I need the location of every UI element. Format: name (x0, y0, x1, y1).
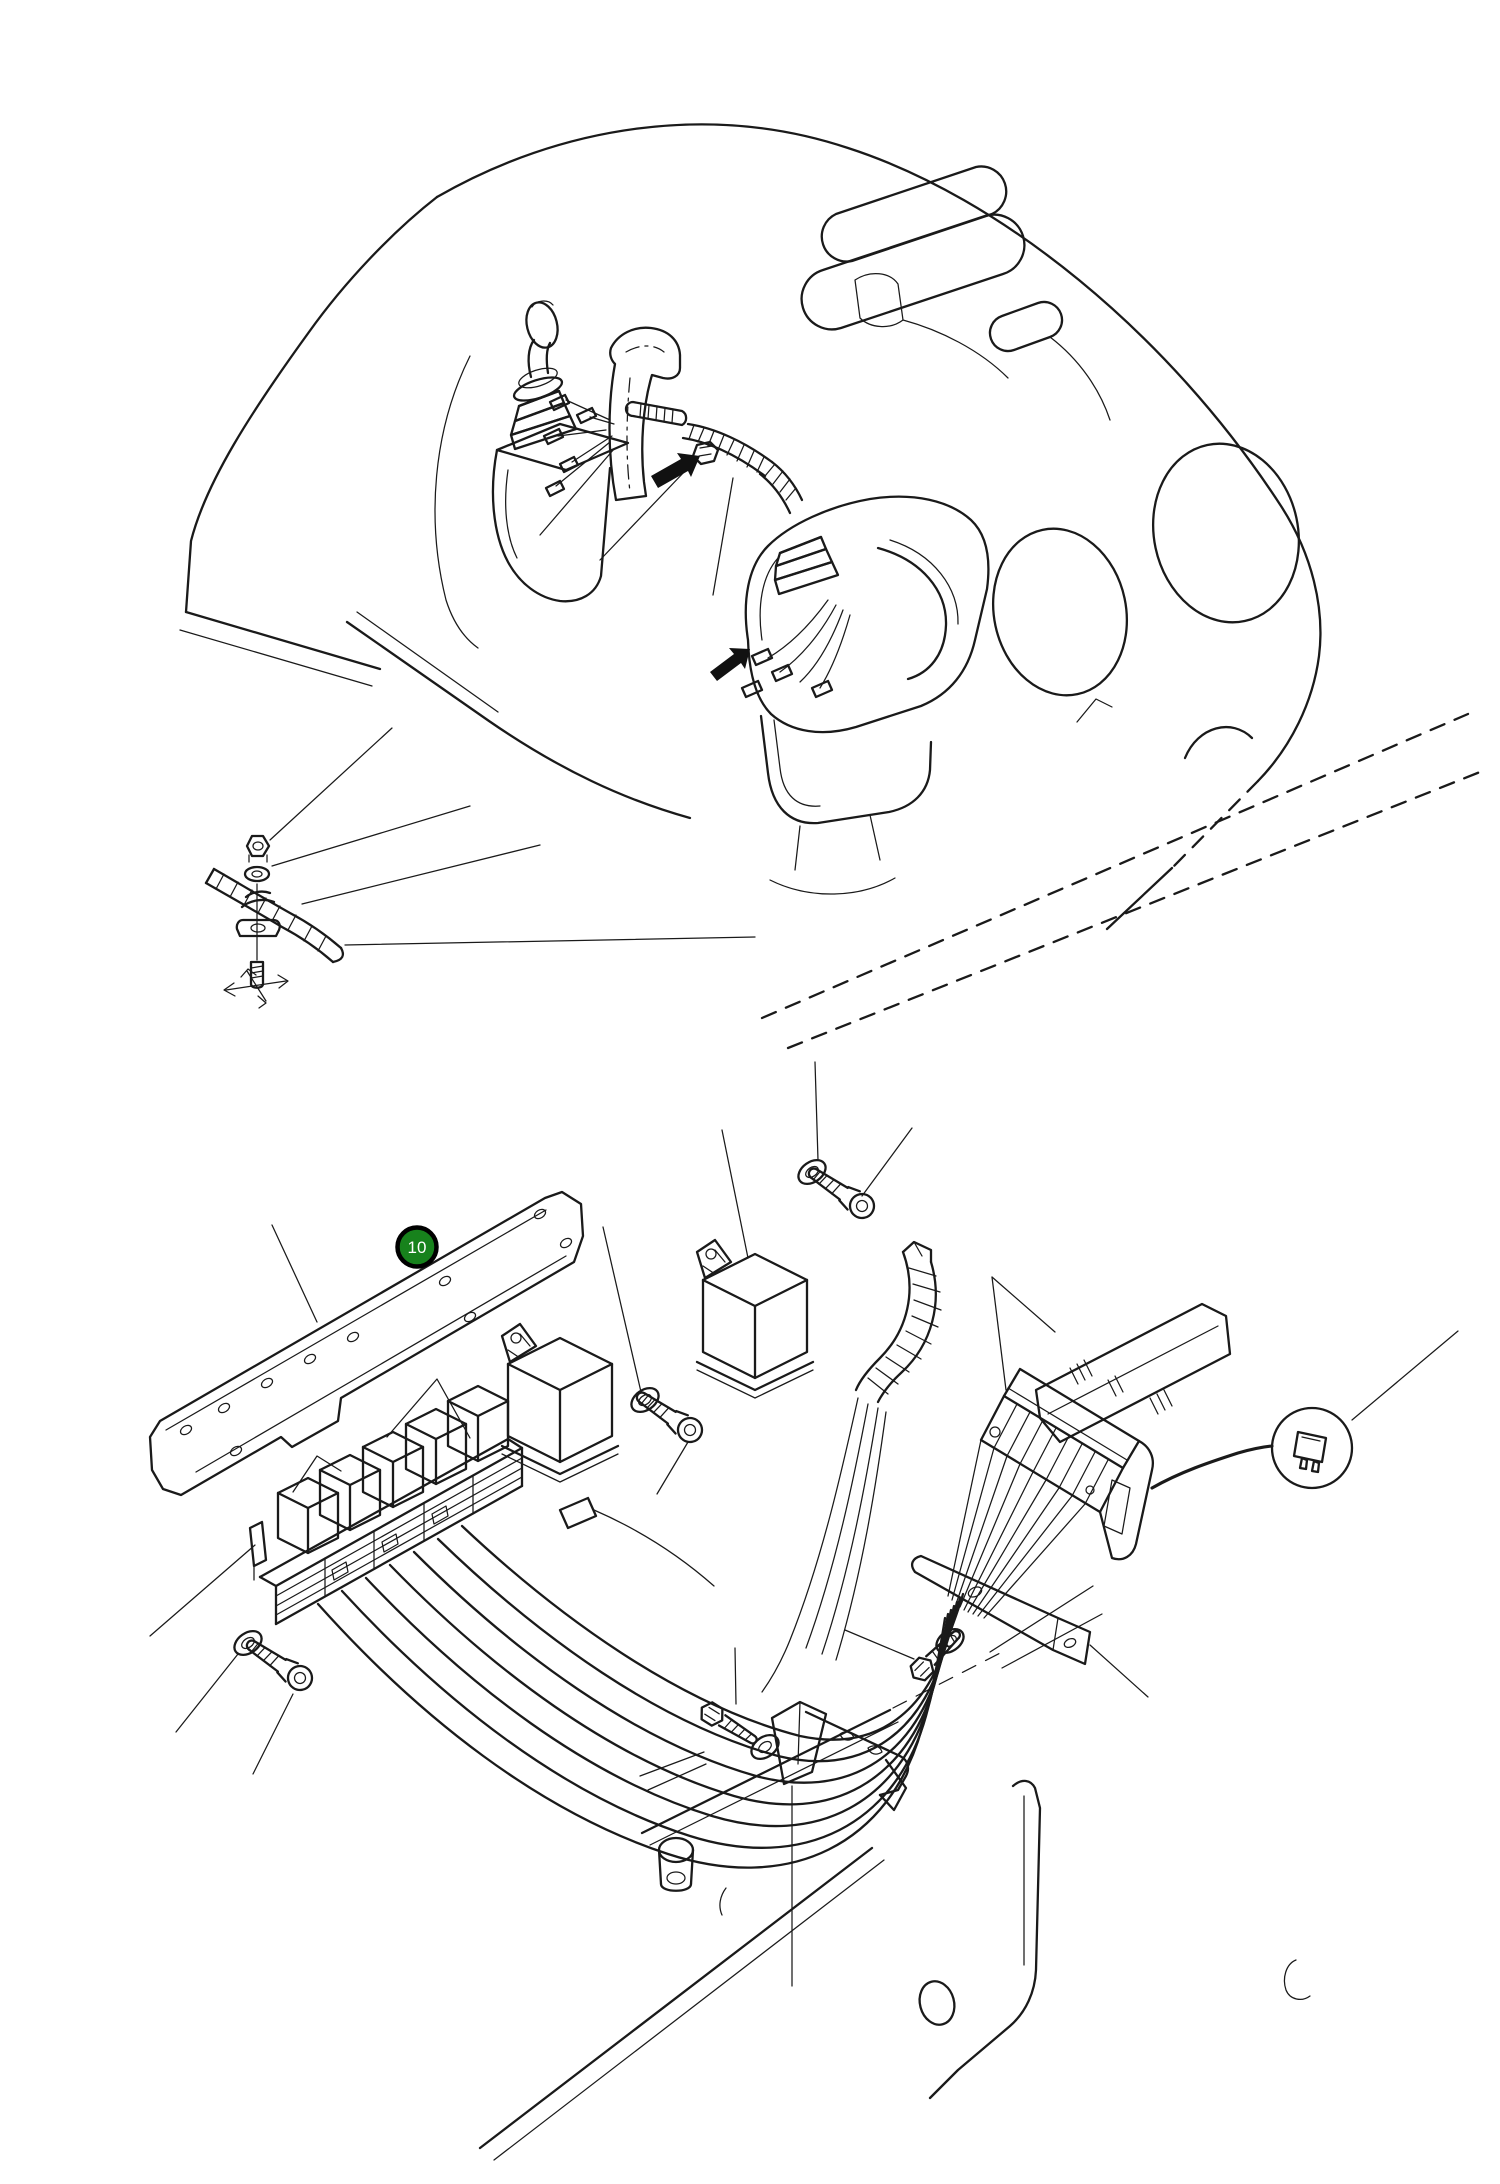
leader-line (270, 728, 392, 840)
platform-edge-dashed (788, 772, 1480, 1048)
leader-line (1002, 1614, 1102, 1668)
relay-panel-figure (150, 1062, 1458, 2160)
harness-location-arrow-icon (651, 453, 700, 488)
leader-line (1090, 1645, 1148, 1697)
wire-plug (560, 1498, 596, 1528)
leader-line (176, 1654, 238, 1732)
left-joystick-console (493, 299, 628, 601)
joystick-collar (511, 373, 564, 406)
socket-bolt (803, 1161, 879, 1223)
leader-line (648, 1764, 706, 1790)
detail-circle-marker-icon (1272, 1408, 1352, 1488)
seat-assembly (802, 166, 1316, 758)
joystick-knob (522, 299, 562, 351)
leader-line (253, 1694, 293, 1774)
plate-hole (438, 1274, 452, 1287)
box-hole (915, 1977, 959, 2028)
wiring-harness-bundle (318, 1398, 963, 1868)
leader-line (992, 1277, 1055, 1332)
console-box (480, 1650, 1310, 2160)
leader-line (657, 1442, 688, 1494)
suspension-cylinder (978, 516, 1142, 708)
box-stud (659, 1838, 693, 1862)
fuse-detail-circle (1152, 1331, 1458, 1488)
leader-line (1352, 1331, 1458, 1420)
leader-line (302, 845, 540, 904)
seat-handle (1185, 727, 1252, 758)
small-relay (278, 1478, 338, 1553)
leader-line (272, 1225, 317, 1322)
leader-line (992, 1277, 1006, 1390)
callout-label: 10 (407, 1238, 427, 1257)
plate-hole (463, 1310, 477, 1323)
wire-plug (772, 665, 792, 681)
plate-hole (303, 1352, 317, 1365)
corrugated-harness-tube (856, 1242, 941, 1402)
small-relay (448, 1386, 508, 1461)
leader-line (862, 1128, 912, 1196)
leader-line (845, 1630, 914, 1659)
relay-mounting-plate (150, 1192, 583, 1636)
right-joystick-console (742, 497, 988, 894)
cab-outline-left-edge (186, 197, 437, 612)
harness-clamp-detail (206, 728, 755, 1008)
plate-hole (179, 1423, 193, 1436)
box-hole (1284, 1960, 1310, 1999)
rail-bracket (250, 1522, 266, 1566)
plate-hole (559, 1236, 573, 1249)
leader-line (815, 1062, 818, 1160)
leader-line (150, 1545, 255, 1636)
harness-location-arrow-icon (710, 648, 750, 681)
relay-socket-rail (250, 1439, 522, 1624)
hex-bolt (697, 1699, 762, 1750)
cab-interior-figure (180, 124, 1480, 1048)
cab-outline-dashed-edge (1172, 781, 1258, 868)
callout-badge-10[interactable] (398, 1228, 437, 1267)
large-relay (502, 1324, 618, 1482)
leader-line (603, 1227, 641, 1392)
small-relay (320, 1455, 380, 1530)
plate-hole (346, 1330, 360, 1343)
fuse-icon (1294, 1432, 1326, 1462)
connector-block (948, 1369, 1153, 1618)
leader-line (735, 1648, 736, 1704)
cab-wiring-harness (540, 402, 802, 595)
leader-line (345, 937, 755, 945)
leader-line (293, 1456, 341, 1492)
nut (247, 836, 269, 856)
leader-line (990, 1586, 1093, 1652)
washer (794, 1155, 830, 1189)
socket-bolt (241, 1633, 317, 1695)
leader-line (722, 1130, 748, 1258)
washer (245, 867, 269, 881)
small-relay (406, 1409, 466, 1484)
wire-plug (577, 408, 596, 423)
floor-arch-curve (435, 356, 478, 648)
large-relay (697, 1240, 813, 1398)
plate-hole (217, 1401, 231, 1414)
socket-bolt (631, 1385, 707, 1447)
suspension-cylinder (1137, 430, 1315, 636)
leader-line (272, 806, 470, 866)
wire-plug (546, 481, 564, 496)
corrugated-tube (214, 869, 341, 948)
platform-edge-dashed (762, 714, 1468, 1018)
plate-hole (260, 1376, 274, 1389)
wire-plug (812, 681, 832, 697)
small-relay (363, 1432, 423, 1507)
